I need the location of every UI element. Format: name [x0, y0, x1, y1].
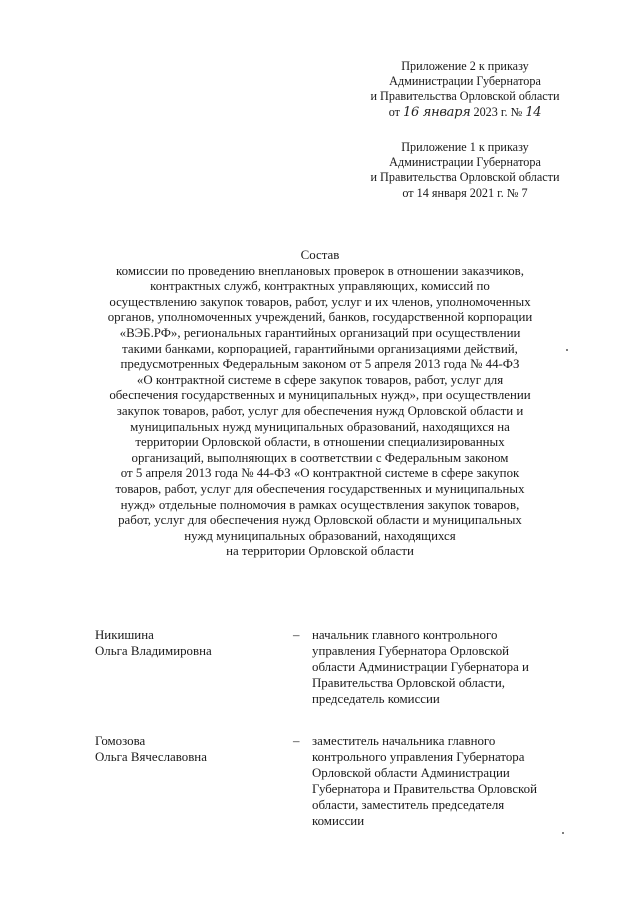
position-line: области Администрации Губернатора и — [312, 660, 529, 674]
member-surname: Никишина — [95, 628, 154, 642]
position-line: области, заместитель председателя — [312, 798, 505, 812]
document-title — [60, 248, 580, 560]
appendix-1-line-3: и Правительства Орловской области — [370, 170, 560, 185]
position-line: комиссии — [312, 814, 365, 828]
appendix-2-line-1: Приложение 2 к приказу — [401, 59, 529, 73]
position-line: председатель комиссии — [312, 692, 440, 706]
title-line: муниципальных нужд муниципальных образований, находящихся на — [130, 419, 510, 434]
handwritten-number: 14 — [525, 104, 542, 120]
member-given-names: Ольга Вячеславовна — [95, 750, 207, 764]
title-heading: Состав — [300, 248, 340, 262]
handwritten-date: 16 января — [403, 104, 471, 120]
position-line: заместитель начальника главного — [312, 734, 496, 748]
position-line: Орловской области Администрации — [312, 766, 510, 780]
member-position — [312, 733, 602, 829]
appendix-2-line-3: и Правительства Орловской области — [370, 89, 560, 104]
member-dash: – — [293, 628, 300, 642]
title-line: обеспечения государственных и муниципальных нужд», при осуществлении — [109, 388, 531, 403]
appendix-1-line-2: Администрации Губернатора — [389, 155, 541, 170]
title-line: осуществлению закупок товаров, работ, услуг и их членов, уполномоченных — [109, 294, 531, 309]
member-name — [95, 627, 275, 659]
title-line: органов, уполномоченных учреждений, банков, государственной корпорации — [107, 310, 533, 325]
title-line: нужд» отдельные полномочия в рамках осуществления закупок товаров, — [120, 497, 520, 512]
title-line: товаров, работ, услуг для обеспечения государственных и муниципальных — [115, 481, 525, 496]
position-line: начальник главного контрольного — [312, 628, 498, 642]
title-line: работ, услуг для обеспечения нужд Орловской области и муниципальных — [118, 513, 522, 528]
appendix-2-date-prefix: от — [388, 104, 400, 119]
appendix-2-line-2: Администрации Губернатора — [389, 74, 541, 89]
title-line: предусмотренных Федеральным законом от 5 апреля 2013 года № 44-ФЗ — [120, 357, 520, 372]
appendix-1-header — [330, 140, 600, 201]
member-position — [312, 627, 602, 707]
title-line: от 5 апреля 2013 года № 44-ФЗ «О контрактной системе в сфере закупок — [120, 466, 520, 481]
position-line: контрольного управления Губернатора — [312, 750, 525, 764]
member-name — [95, 733, 275, 765]
appendix-2-date-line — [330, 105, 600, 120]
scan-speck — [562, 832, 564, 834]
title-line: контрактных служб, контрактных управляющих, комиссий по — [150, 279, 490, 294]
title-line: организаций, выполняющих в соответствии с Федеральным законом — [131, 450, 509, 465]
member-dash: – — [293, 734, 300, 748]
position-line: Правительства Орловской области, — [312, 676, 506, 690]
title-line: на территории Орловской области — [226, 544, 414, 559]
appendix-2-header — [330, 59, 600, 120]
member-given-names: Ольга Владимировна — [95, 644, 212, 658]
appendix-1-line-4: от 14 января 2021 г. № 7 — [402, 185, 528, 200]
position-line: Губернатора и Правительства Орловской — [312, 782, 537, 796]
title-line: «ВЭБ.РФ», региональных гарантийных организаций при осуществлении — [119, 325, 521, 340]
title-line: закупок товаров, работ, услуг для обеспечения нужд Орловской области и — [116, 403, 524, 418]
appendix-1-line-1: Приложение 1 к приказу — [401, 140, 529, 154]
scan-speck — [566, 349, 568, 351]
title-line: нужд муниципальных образований, находящихся — [184, 528, 456, 543]
member-entry — [95, 733, 615, 843]
appendix-2-date-year: 2023 г. № — [473, 104, 523, 119]
title-line: комиссии по проведению внеплановых проверок в отношении заказчиков, — [116, 263, 524, 278]
title-line: такими банками, корпорацией, гарантийными организациями действий, — [122, 341, 518, 356]
title-line: «О контрактной системе в сфере закупок товаров, работ, услуг для — [136, 372, 504, 387]
position-line: управления Губернатора Орловской — [312, 644, 510, 658]
title-line: территории Орловской области, в отношении специализированных — [135, 435, 505, 450]
member-surname: Гомозова — [95, 734, 146, 748]
member-entry — [95, 627, 615, 717]
